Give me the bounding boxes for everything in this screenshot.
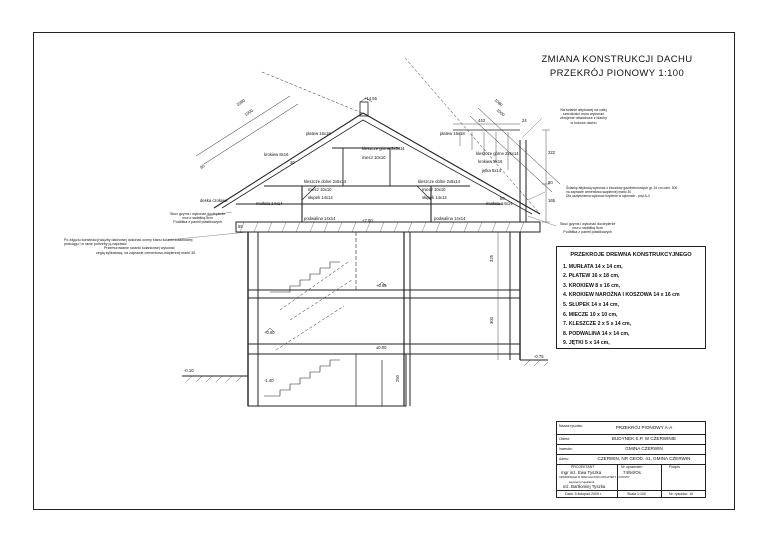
dim-222: 222 — [548, 150, 555, 155]
label-jetka-right: jętka 5x14 — [482, 168, 502, 173]
tb-permit-value: 74/94/Os — [623, 470, 641, 475]
tb-date: Data: 5 listopad 2009 r. — [565, 492, 602, 496]
note-mid-right-1: Ściankę attykową wykonać z bloczków gazobetonowych gr. 24 cm odm. 500 — [566, 186, 678, 190]
note-right — [560, 222, 615, 235]
tb-object-label: Obiekt: — [559, 437, 570, 441]
tb-divider — [617, 490, 618, 498]
note-right-1: Skuć gzyms i wykonać docieplenie — [560, 222, 616, 226]
elev-floor2: +3.65 — [376, 283, 387, 288]
label-slupek-right: słupek 14x14 — [422, 195, 447, 200]
title-line-2: PRZEKRÓJ PIONOWY 1:100 — [549, 68, 685, 79]
label-kleszcze-gorne: kleszcze górne 2x5x14 — [362, 146, 405, 151]
legend-item: 3. KROKIEW 8 x 16 cm, — [563, 282, 621, 289]
note-left-2: muru nadbitką 5cm — [182, 216, 213, 221]
elev-05: +0.60 — [264, 330, 275, 335]
label-miecz-right: miecz 10x10 — [422, 187, 446, 192]
note-right-3: Podbitka z paneli plastikowych — [563, 230, 613, 235]
stairs-upper — [270, 262, 340, 292]
tb-scale: Skala 1:100 — [627, 492, 646, 496]
elev-ground-right: -0.75 — [534, 354, 544, 359]
roof-outline-left — [214, 113, 363, 208]
label-miecz-left: miecz 10x10 — [308, 187, 332, 192]
ground-left-hatch — [186, 376, 242, 382]
label-podwalina-right: podwalina 14x14 — [434, 216, 466, 221]
note-mid-right-3: Dla usztywnienia wykonać trzpienie w spionach - pręt A-II — [566, 194, 650, 199]
dim-1000-right: 1000 — [495, 107, 506, 118]
dim-line-left-outer — [196, 96, 290, 156]
label-murlata-right: murłata 14x14 — [486, 201, 513, 206]
label-krokiew: krokiew 8x16 — [264, 152, 289, 157]
label-platew-left: płatew 16x18 — [306, 131, 331, 136]
dim-1080-left: 1080 — [235, 97, 246, 108]
legend-item: 4. KROKIEW NAROŻNA I KOSZOWA 14 x 16 cm — [563, 292, 680, 299]
note-top-right-3: zbrojenie obwodowe z blachy — [560, 116, 607, 121]
elev-roof: +7.00 — [362, 218, 373, 223]
note-top-right — [560, 108, 607, 125]
label-slupek-left: słupek 14x14 — [308, 195, 333, 200]
dim-60: 60 — [500, 196, 505, 201]
label-krokiew-right: krokiew 8x16 — [478, 159, 503, 164]
note-left-3: Podbitka z paneli plastikowych — [173, 220, 223, 225]
note-bottom-left-4: cegłą sylikatową, na zaprawie cementowo-wapiennej marki 30. — [96, 250, 197, 255]
legend-heading: PRZEKROJE DREWNA KONSTRUKCYJNEGO — [570, 252, 692, 258]
note-left — [170, 212, 225, 225]
tb-designer-label: PROJEKTANT — [571, 465, 595, 469]
attic-floor-slab — [236, 222, 540, 232]
legend-item: 7. KLESZCZE 2 x 5 x 14 cm, — [563, 321, 632, 328]
label-kleszcze-gorne-right: kleszcze górne 2x5x14 — [476, 151, 519, 156]
note-bottom-left-1: Po zdjęciu konstrukcji więźby dachowej dokonać oceny stanu ścianki kolankowej — [64, 238, 193, 242]
dim-65: 65 — [238, 224, 243, 229]
dim-325: 325 — [489, 255, 494, 262]
tb-permit-label: Nr uprawnień — [621, 465, 643, 469]
tb-designer-name: mgr inż. Ewa Tyszka — [561, 470, 602, 475]
legend-item: 9. JĘTKI 5 x 14 cm, — [563, 340, 610, 347]
note-bottom-left-2: podciągu i w razie potrzeby ją naprawić — [64, 242, 127, 247]
legend-item: 1. MURŁATA 14 x 14 cm, — [563, 263, 623, 270]
tb-designer-note: UPRAWNIENIA W SPECJALNOŚCI ARCHITEKT. I KONSTR. — [559, 476, 631, 479]
note-bottom-left — [64, 238, 196, 255]
tb-sheet: Nr. rysunku: 10 — [669, 492, 694, 496]
label-kleszcze-dolne-right: kleszcze dolne 2x5x14 — [418, 179, 461, 184]
title-block — [556, 421, 706, 498]
elev-top: +14.55 — [364, 96, 377, 101]
elev-0: ±0.00 — [376, 345, 387, 350]
dim-1080-right: 1080 — [493, 97, 504, 108]
note-left-1: Skuć gzyms i wykonać docieplenie — [170, 212, 226, 216]
dim-30: 30 — [290, 160, 295, 165]
label-murlata-left: murłata 14x14 — [256, 201, 283, 206]
dim-300: 300 — [489, 317, 494, 324]
note-bottom-left-3: Przemurowanie ścianki kolankowej wykonać — [104, 246, 175, 251]
tb-investor-label: Inwestor: — [559, 447, 573, 451]
label-kleszcze-dolne-left: kleszcze dolne 2x5x14 — [304, 179, 347, 184]
tb-name-value: PRZEKRÓJ PIONOWY A-A — [615, 425, 673, 430]
note-right-2: muru nadbitką 5cm — [572, 226, 603, 231]
label-deska: deska czołowa — [200, 198, 228, 203]
dim-165: 165 — [548, 198, 555, 203]
tb-object-value: BUDYNEK S.P. W CZERWINIE — [611, 436, 677, 441]
basement-inner — [356, 354, 382, 406]
ground-right-hatch — [524, 360, 548, 366]
tb-name-label: Nazwa rysunku: — [559, 424, 584, 428]
timber-legend — [556, 246, 706, 349]
tb-address-value: CZERWIN, NR GEOD. 41, GMINA CZERWIN — [597, 456, 691, 461]
note-mid-right-2: na zaprawie cementowo-wapiennej marki 30. — [566, 190, 632, 195]
dashed-ext-left — [262, 72, 362, 113]
tb-address-label: Adres: — [559, 457, 569, 461]
note-top-right-4: w kolorze dachu — [570, 120, 597, 125]
dim-24: 24 — [522, 118, 527, 123]
tb-assistant-label: Asystent projektanta — [569, 480, 595, 484]
tb-signature-label: Podpis — [669, 465, 680, 469]
legend-item: 6. MIECZE 10 x 10 cm, — [563, 311, 618, 318]
legend-item: 5. SŁUPEK 14 x 14 cm, — [563, 301, 619, 308]
dim-443: 443 — [478, 118, 485, 123]
stairs-lower-dashed — [276, 306, 344, 350]
tb-row-designer — [557, 464, 705, 491]
note-top-right-1: Na ścianie attykowej na całej — [560, 108, 607, 112]
tb-divider — [661, 464, 662, 490]
elev-ground-left: -0.10 — [184, 368, 194, 373]
first-floor-slab — [248, 290, 520, 298]
legend-item: 2. PŁATEW 16 x 18 cm, — [563, 273, 620, 280]
tb-investor-value: GMINA CZERWIN — [625, 446, 663, 451]
label-podwalina-left: podwalina 14x14 — [304, 216, 336, 221]
elev-basement: -1.40 — [264, 378, 274, 383]
note-top-right-2: szerokości muru wykonać — [562, 112, 605, 117]
stairs-lower — [264, 360, 340, 396]
legend-item: 8. PODWALINA 14 x 14 cm, — [563, 330, 630, 337]
tb-row-footer — [557, 490, 705, 498]
title-line-1: ZMIANA KONSTRUKCJI DACHU — [541, 54, 693, 65]
tb-assistant-name: inż. Bartłomiej Tyszka — [563, 484, 606, 489]
tb-divider — [617, 464, 618, 490]
dim-80-right: 80 — [548, 180, 553, 185]
dim-250: 250 — [395, 375, 400, 382]
label-miecz-top: miecz 10x10 — [362, 155, 386, 160]
dim-1000-left: 1000 — [243, 107, 254, 118]
tb-divider — [661, 490, 662, 498]
note-mid-right — [566, 186, 677, 199]
dim-80-left: 80 — [199, 163, 206, 170]
label-platew-right: płatew 16x18 — [440, 131, 465, 136]
